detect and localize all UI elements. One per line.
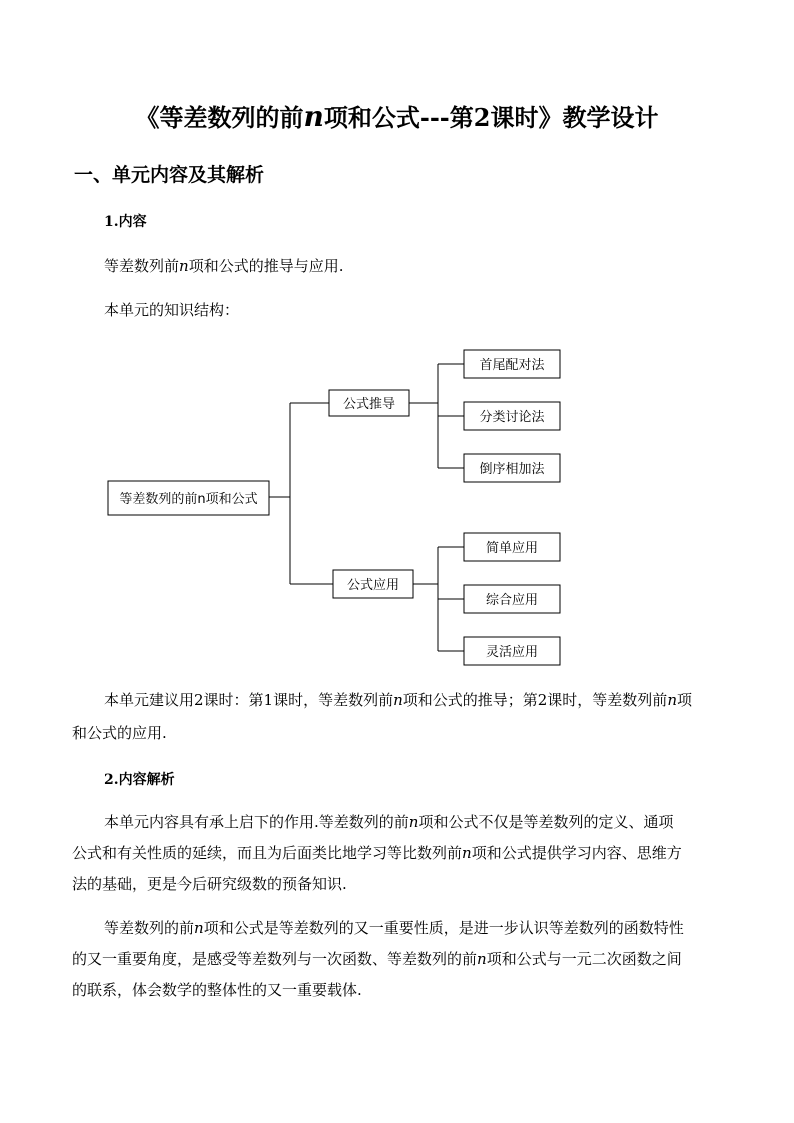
paragraph-significance-line1: 等差数列的前n项和公式是等差数列的又一重要性质，是进一步认识等差数列的函数特性 — [104, 919, 684, 937]
title-variable-n: n — [303, 100, 324, 133]
paragraph-structure-intro: 本单元的知识结构： — [104, 301, 240, 319]
root-label: 等差数列的前n项和公式 — [119, 492, 258, 507]
branch-label-application: 公式应用 — [346, 578, 400, 593]
leaf-label: 首尾配对法 — [479, 358, 545, 373]
leaf-label: 灵活应用 — [485, 645, 539, 660]
leaf-label: 综合应用 — [485, 593, 539, 608]
leaf-label: 分类讨论法 — [479, 410, 545, 425]
leaf-label: 倒序相加法 — [479, 462, 545, 477]
paragraph-lesson-plan-line1: 本单元建议用2课时：第1课时，等差数列前n项和公式的推导；第2课时，等差数列前n项 — [104, 691, 692, 709]
paragraph-analysis-line2: 公式和有关性质的延续，而且为后面类比地学习等比数列前n项和公式提供学习内容、思维方 — [72, 844, 682, 862]
paragraph-significance-line3: 的联系，体会数学的整体性的又一重要载体. — [72, 981, 362, 999]
leaf-label: 简单应用 — [485, 541, 539, 556]
paragraph-analysis-line1: 本单元内容具有承上启下的作用.等差数列的前n项和公式不仅是等差数列的定义、通项 — [104, 813, 674, 831]
branch2-connector — [413, 547, 464, 651]
subheading-content-analysis: 2.内容解析 — [104, 772, 175, 788]
root-connector — [269, 403, 333, 584]
page-title: 《等差数列的前n项和公式---第2课时》教学设计 — [135, 100, 659, 133]
branch1-connector — [409, 364, 464, 468]
branch-label-derivation: 公式推导 — [342, 397, 396, 412]
section-heading-1: 一、单元内容及其解析 — [74, 164, 265, 186]
paragraph-content: 等差数列前n项和公式的推导与应用. — [104, 257, 344, 275]
subheading-content: 1.内容 — [104, 214, 147, 230]
paragraph-lesson-plan-line2: 和公式的应用. — [72, 724, 167, 742]
paragraph-significance-line2: 的又一重要角度，是感受等差数列与一次函数、等差数列的前n项和公式与一元二次函数之间 — [72, 950, 682, 968]
paragraph-analysis-line3: 法的基础，更是今后研究级数的预备知识. — [72, 875, 347, 893]
